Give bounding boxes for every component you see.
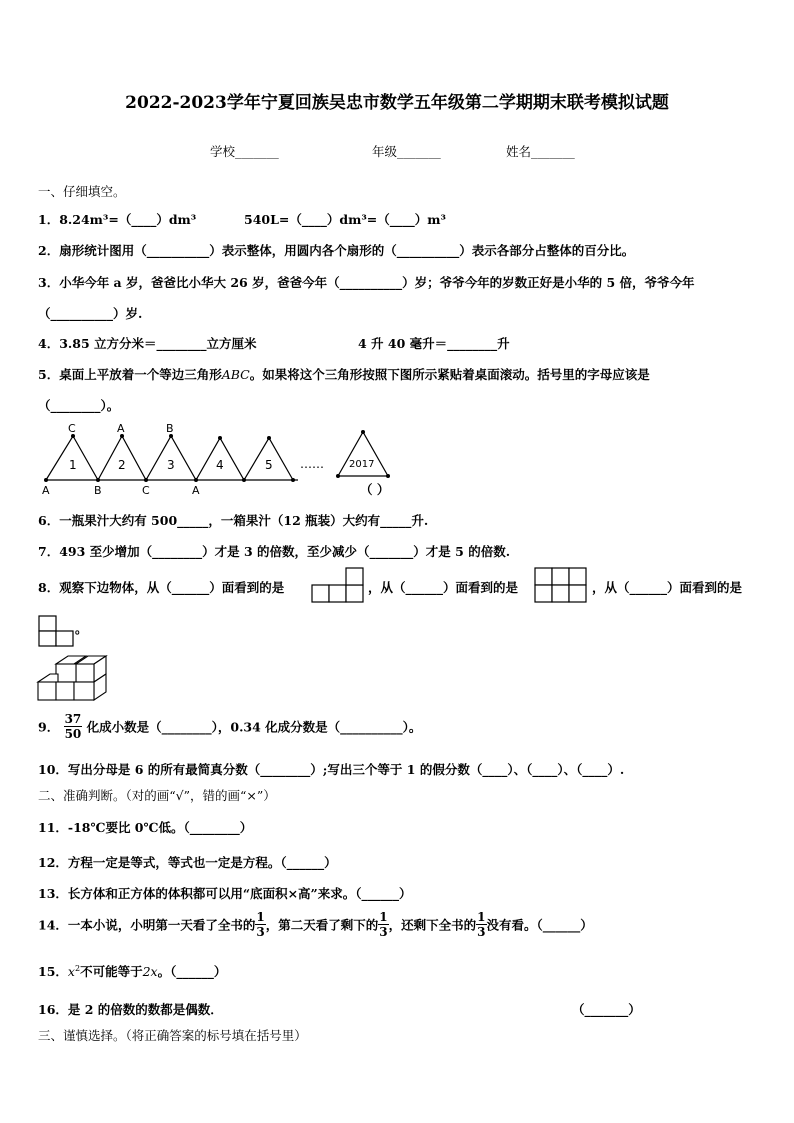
- view-shape-3: [38, 615, 78, 647]
- vertex-label: B: [94, 484, 102, 497]
- triangle-number: 2: [118, 458, 126, 472]
- view-shape-2: [534, 567, 588, 603]
- question-13: 13．长方体和正方体的体积都可以用“底面积×高”来求。（______）: [38, 886, 412, 901]
- question-1a: 1．8.24m³=（____）dm³: [38, 212, 197, 227]
- question-5-line2: （________）。: [38, 398, 120, 413]
- vertex-label: C: [142, 484, 150, 497]
- triangle-number: 5: [265, 458, 273, 472]
- question-2: 2．扇形统计图用（__________）表示整体，用圆内各个扇形的（__________）表示各部分占整体的百分比。: [38, 243, 635, 258]
- triangle-number: 4: [216, 458, 224, 472]
- vertex-label: A: [42, 484, 50, 497]
- question-8-part3: ，从（______）面看到的是: [592, 580, 743, 595]
- question-12: 12．方程一定是等式，等式也一定是方程。（______）: [38, 855, 337, 870]
- fraction-37-50: $\frac{37}{50}$: [64, 712, 82, 741]
- cube-stack-figure: [36, 652, 110, 702]
- question-6: 6．一瓶果汁大约有 500_____，一箱果汁（12 瓶装）大约有_____升.: [38, 513, 429, 528]
- question-16-blank[interactable]: （_______）: [572, 1002, 641, 1017]
- name-field[interactable]: 姓名_______: [506, 144, 575, 159]
- question-8-part1: 8．观察下边物体，从（______）面看到的是: [38, 580, 285, 595]
- triangle-number-last: 2017: [349, 459, 375, 470]
- question-9: 9． $\frac{37}{50}$ 化成小数是（________），0.34 化成分数是（__________）。: [38, 712, 422, 741]
- question-15: 15．$x^2$不可能等于2x。（______）: [38, 963, 227, 979]
- question-11: 11．-18℃要比 0℃低。（________）: [38, 820, 253, 835]
- question-5-line1: 5．桌面上平放着一个等边三角形ABC。如果将这个三角形按照下图所示紧贴着桌面滚动。括号里的字母应该是: [38, 367, 650, 382]
- question-10: 10．写出分母是 6 的所有最简真分数（________）;写出三个等于 1 的假分数（____）、（____）、（____）.: [38, 762, 625, 777]
- page-title: 2022-2023学年宁夏回族吴忠市数学五年级第二学期期末联考模拟试题: [125, 93, 669, 113]
- question-16: 16．是 2 的倍数的数都是偶数．: [38, 1002, 223, 1017]
- vertex-label: B: [166, 422, 174, 435]
- triangle-number: 3: [167, 458, 175, 472]
- view-shape-1: [311, 567, 365, 603]
- grade-field[interactable]: 年级_______: [372, 144, 441, 159]
- question-4b: 4 升 40 毫升＝________升: [358, 336, 510, 351]
- triangle-number: 1: [69, 458, 77, 472]
- triangle-variable: ABC: [221, 367, 250, 382]
- section-3-heading: 三、谨慎选择。（将正确答案的标号填在括号里）: [38, 1028, 307, 1043]
- question-8-end: 。: [75, 621, 88, 636]
- question-7: 7．493 至少增加（________）才是 3 的倍数，至少减少（_______）才是 5 的倍数.: [38, 544, 511, 559]
- question-14: 14．一本小说，小明第一天看了全书的 $\frac{1}{3}$ ，第二天看了剩下的 $\frac{1}{3}$ ，还剩下全书的 $\frac{1}{3}$ 没有看。（______）: [38, 910, 593, 939]
- rolling-triangle-figure: [36, 420, 396, 500]
- question-8-part2: ，从（______）面看到的是: [368, 580, 519, 595]
- vertex-label: A: [192, 484, 200, 497]
- ellipsis: ……: [300, 457, 324, 471]
- question-1b: 540L=（____）dm³=（____）m³: [244, 212, 446, 227]
- section-2-heading: 二、准确判断。（对的画“√”，错的画“×”）: [38, 788, 276, 803]
- question-5-answer-blank[interactable]: （ ）: [360, 482, 390, 497]
- question-3-line2: （__________）岁.: [38, 306, 143, 321]
- question-3-line1: 3．小华今年 a 岁，爸爸比小华大 26 岁，爸爸今年（__________）岁；爷爷今年的岁数正好是小华的 5 倍，爷爷今年: [38, 275, 695, 290]
- vertex-label: A: [117, 422, 125, 435]
- question-4a: 4．3.85 立方分米＝________立方厘米: [38, 336, 257, 351]
- section-1-heading: 一、仔细填空。: [38, 184, 126, 199]
- vertex-label: C: [68, 422, 76, 435]
- school-field[interactable]: 学校_______: [210, 144, 279, 159]
